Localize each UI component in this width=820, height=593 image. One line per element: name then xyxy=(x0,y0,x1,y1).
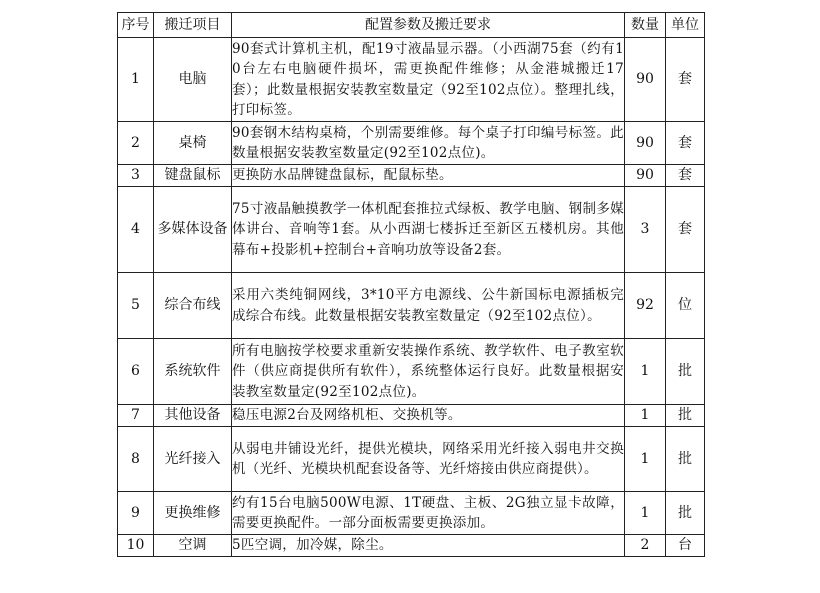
row-qty: 90 xyxy=(625,165,666,187)
table-row xyxy=(118,38,705,122)
table-header-row xyxy=(118,13,705,38)
row-unit: 批 xyxy=(666,405,705,427)
row-unit: 批 xyxy=(666,427,705,492)
row-item: 电脑 xyxy=(154,38,232,122)
row-no: 7 xyxy=(118,405,154,427)
row-no: 2 xyxy=(118,122,154,165)
row-no: 6 xyxy=(118,339,154,405)
row-desc: 90套式计算机主机，配19寸液晶显示器。（小西湖75套（约有10台左右电脑硬件损坏，需更换配件维修；从金港城搬迁17套）；此数量根据安装教室数量定（92至102点位）。整理扎线，打印标签。 xyxy=(232,38,625,122)
row-unit: 台 xyxy=(666,535,705,557)
row-no: 3 xyxy=(118,165,154,187)
row-no: 9 xyxy=(118,492,154,535)
row-item: 键盘鼠标 xyxy=(154,165,232,187)
header-unit: 单位 xyxy=(666,13,705,38)
row-no: 4 xyxy=(118,187,154,273)
row-item: 更换维修 xyxy=(154,492,232,535)
row-qty: 1 xyxy=(625,427,666,492)
row-unit: 套 xyxy=(666,38,705,122)
table-row xyxy=(118,427,705,492)
table-row xyxy=(118,273,705,339)
row-item: 综合布线 xyxy=(154,273,232,339)
row-no: 10 xyxy=(118,535,154,557)
row-qty: 1 xyxy=(625,339,666,405)
row-qty: 1 xyxy=(625,492,666,535)
row-item: 多媒体设备 xyxy=(154,187,232,273)
row-no: 5 xyxy=(118,273,154,339)
row-desc: 90套钢木结构桌椅，个别需要维修。每个桌子打印编号标签。此数量根据安装教室数量定(92至102点位)。 xyxy=(232,122,625,165)
row-desc: 5匹空调，加冷媒，除尘。 xyxy=(232,535,625,557)
table-row xyxy=(118,405,705,427)
row-unit: 批 xyxy=(666,492,705,535)
row-item: 光纤接入 xyxy=(154,427,232,492)
row-no: 8 xyxy=(118,427,154,492)
row-qty: 90 xyxy=(625,38,666,122)
row-desc: 稳压电源2台及网络机柜、交换机等。 xyxy=(232,405,625,427)
row-desc: 所有电脑按学校要求重新安装操作系统、教学软件、电子教室软件（供应商提供所有软件），系统整体运行良好。此数量根据安装教室数量定(92至102点位)。 xyxy=(232,339,625,405)
header-quantity: 数量 xyxy=(625,13,666,38)
table-row xyxy=(118,339,705,405)
header-serial-no: 序号 xyxy=(118,13,154,38)
row-item: 其他设备 xyxy=(154,405,232,427)
row-qty: 92 xyxy=(625,273,666,339)
table-row xyxy=(118,492,705,535)
table-row xyxy=(118,187,705,273)
row-item: 系统软件 xyxy=(154,339,232,405)
row-unit: 套 xyxy=(666,187,705,273)
row-item: 空调 xyxy=(154,535,232,557)
row-qty: 1 xyxy=(625,405,666,427)
row-qty: 2 xyxy=(625,535,666,557)
header-spec-requirements: 配置参数及搬迁要求 xyxy=(232,13,625,38)
row-item: 桌椅 xyxy=(154,122,232,165)
table-row xyxy=(118,165,705,187)
row-unit: 套 xyxy=(666,165,705,187)
relocation-spec-table xyxy=(117,12,705,557)
row-unit: 套 xyxy=(666,122,705,165)
table-row xyxy=(118,122,705,165)
row-unit: 批 xyxy=(666,339,705,405)
header-item: 搬迁项目 xyxy=(154,13,232,38)
table-row xyxy=(118,535,705,557)
row-qty: 90 xyxy=(625,122,666,165)
row-desc: 从弱电井铺设光纤，提供光模块，网络采用光纤接入弱电井交换机（光纤、光模块机配套设备等、光纤熔接由供应商提供）。 xyxy=(232,427,625,492)
row-unit: 位 xyxy=(666,273,705,339)
row-qty: 3 xyxy=(625,187,666,273)
row-desc: 更换防水品牌键盘鼠标，配鼠标垫。 xyxy=(232,165,625,187)
row-desc: 采用六类纯铜网线，3*10平方电源线、公牛新国标电源插板完成综合布线。此数量根据安装教室数量定（92至102点位）。 xyxy=(232,273,625,339)
row-desc: 约有15台电脑500W电源、1T硬盘、主板、2G独立显卡故障，需要更换配件。一部分面板需要更换添加。 xyxy=(232,492,625,535)
row-no: 1 xyxy=(118,38,154,122)
row-desc: 75寸液晶触摸教学一体机配套推拉式绿板、教学电脑、钢制多媒体讲台、音响等1套。从小西湖七楼拆迁至新区五楼机房。其他幕布+投影机+控制台+音响功放等设备2套。 xyxy=(232,187,625,273)
